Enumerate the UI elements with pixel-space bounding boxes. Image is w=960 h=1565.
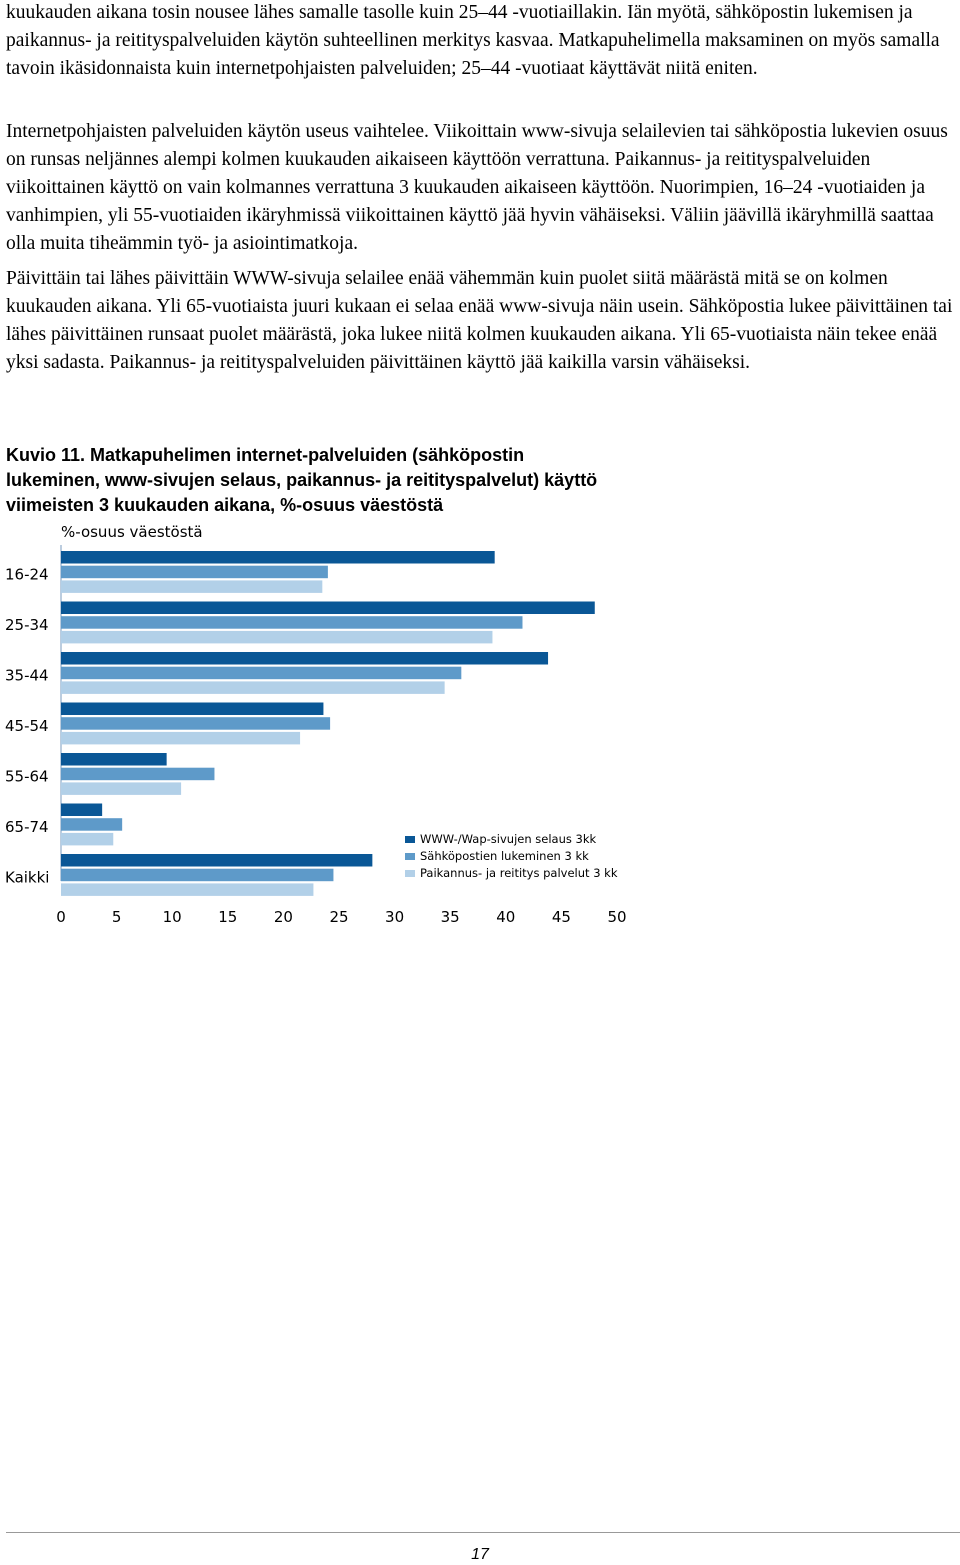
x-tick-label: 40 <box>496 908 516 926</box>
legend-label-1: WWW-/Wap-sivujen selaus 3kk <box>420 832 597 846</box>
category-label: 35-44 <box>5 666 49 685</box>
bar-chart <box>0 515 660 935</box>
bar-Kaikki-series-2 <box>61 869 333 882</box>
legend-swatch-1 <box>405 836 415 843</box>
x-tick-label: 45 <box>551 908 571 926</box>
bar-45-54-series-3 <box>61 732 300 745</box>
paragraph-1: kuukauden aikana tosin nousee lähes samalle tasolle kuin 25–44 -vuotiaillakin. Iän myötä, sähköpostin lukemisen ja paikannus- ja reitityspalveluiden käytön suhteellinen merkitys kasvaa. Matkapuhelimella maksaminen on myös samalla tavoin ikäsidonnaista kuin internetpohjaisten palveluiden; 25–44 -vuotiaat käyttävät niitä eniten. <box>6 2 940 79</box>
x-tick-label: 35 <box>440 908 460 926</box>
figure-title-line-1: Kuvio 11. Matkapuhelimen internet-palveluiden (sähköpostin <box>6 445 525 465</box>
paragraph-2: Internetpohjaisten palveluiden käytön useus vaihtelee. Viikoittain www-sivuja selailevien tai sähköpostia lukevien osuus on runsas neljännes alempi kolmen kuukauden aikaiseen käyttöön verrattuna. Paikannus- ja reitityspalveluiden viikoittainen käyttö on vain kolmannes verrattuna 3 kuukauden aikaiseen käyttöön. Nuorimpien, 16–24 -vuotiaiden ja vanhimpien, yli 55-vuotiaiden ikäryhmissä viikoittainen käyttö jää hyvin vähäiseksi. Väliin jäävillä ikäryhmillä saattaa olla muita tiheämmin työ- ja asiointimatkoja. <box>6 121 948 254</box>
bar-35-44-series-3 <box>61 681 445 694</box>
bar-Kaikki-series-1 <box>61 854 372 867</box>
figure-title-line-3: viimeisten 3 kuukauden aikana, %-osuus väestöstä <box>6 495 444 515</box>
bar-16-24-series-2 <box>61 566 328 579</box>
bar-45-54-series-2 <box>61 717 330 730</box>
figure-title <box>6 443 706 518</box>
x-tick-label: 0 <box>56 908 66 926</box>
legend-label-3: Paikannus- ja reititys palvelut 3 kk <box>420 866 618 880</box>
figure-title-line-2: lukeminen, www-sivujen selaus, paikannus- ja reitityspalvelut) käyttö <box>6 470 598 490</box>
category-label: 45-54 <box>5 717 49 736</box>
bar-35-44-series-2 <box>61 667 461 680</box>
bar-55-64-series-3 <box>61 782 181 795</box>
category-label: 65-74 <box>5 818 49 837</box>
y-axis-label: %-osuus väestöstä <box>61 523 203 541</box>
bar-45-54-series-1 <box>61 703 323 716</box>
x-tick-label: 20 <box>273 908 293 926</box>
legend-swatch-2 <box>405 853 415 860</box>
bar-55-64-series-2 <box>61 768 214 781</box>
category-label: 25-34 <box>5 616 49 635</box>
category-label: Kaikki <box>5 868 50 887</box>
bar-25-34-series-1 <box>61 602 595 615</box>
bar-25-34-series-2 <box>61 616 522 629</box>
bar-16-24-series-3 <box>61 580 322 593</box>
bar-65-74-series-1 <box>61 804 102 817</box>
bar-35-44-series-1 <box>61 652 548 665</box>
bar-Kaikki-series-3 <box>61 883 313 896</box>
x-tick-label: 15 <box>218 908 238 926</box>
legend-swatch-3 <box>405 870 415 877</box>
x-tick-label: 5 <box>111 908 122 926</box>
page-number: 17 <box>471 1546 489 1563</box>
paragraph-3: Päivittäin tai lähes päivittäin WWW-sivuja selailee enää vähemmän kuin puolet siitä määrästä mitä se on kolmen kuukauden aikana. Yli 65-vuotiaista juuri kukaan ei selaa enää www-sivuja näin usein. Sähköpostia lukee päivittäinen tai lähes päivittäinen runsaat puolet määrästä, joka lukee niitä kolmen kuukauden aikana. Yli 65-vuotiaista näin tekee enää yksi sadasta. Paikannus- ja reitityspalveluiden päivittäinen käyttö jää kaikilla varsin vähäiseksi. <box>6 268 953 373</box>
category-label: 16-24 <box>5 565 49 584</box>
bar-55-64-series-1 <box>61 753 167 766</box>
x-tick-label: 30 <box>385 908 405 926</box>
footer-divider <box>6 1532 960 1533</box>
category-label: 55-64 <box>5 767 49 786</box>
x-tick-label: 50 <box>607 908 627 926</box>
x-tick-label: 25 <box>329 908 349 926</box>
legend-label-2: Sähköpostien lukeminen 3 kk <box>420 849 589 863</box>
x-tick-label: 10 <box>162 908 182 926</box>
bar-65-74-series-3 <box>61 833 113 846</box>
bar-25-34-series-3 <box>61 631 492 644</box>
bar-65-74-series-2 <box>61 818 122 831</box>
bar-16-24-series-1 <box>61 551 495 564</box>
